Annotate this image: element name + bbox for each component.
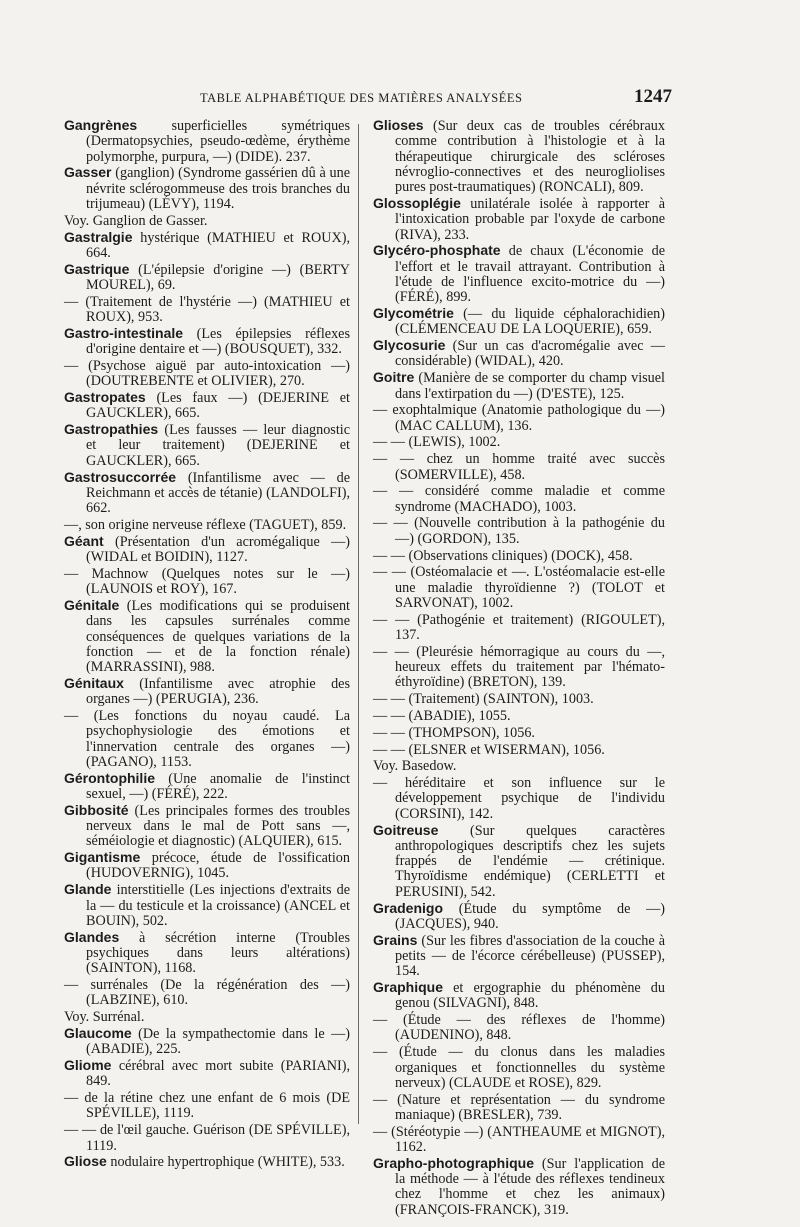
entry-text: (Sur deux cas de troubles cérébraux comme contribution à l'histologie et à la thérapeutique chirurgicale des scléroses névroglio-connectives et des neurogliolises pures post-traumatiques) (RONCALI), 809. [395, 118, 669, 196]
entry-text: — — considéré comme maladie et comme syndrome (MACHADO), 1003. [373, 483, 669, 515]
entry-headword: Glandes [64, 928, 120, 945]
index-entry [373, 691, 665, 707]
index-entry [64, 389, 354, 422]
index-entry [64, 849, 354, 882]
index-entry [64, 293, 354, 326]
entry-text: — (Nature et représentation — du syndrome maniaque) (BRESLER), 739. [373, 1091, 669, 1123]
entry-text: nodulaire hypertrophique (WHITE), 533. [106, 1154, 345, 1171]
index-entry [64, 674, 354, 708]
entry-text: (Les principales formes des troubles nerveux dans le mal de Pott sans —, séméiologie et diagnostic) (ALQUIER), 615. [86, 802, 354, 850]
entry-text: — — (Pathogénie et traitement) (RIGOULET), 137. [373, 611, 669, 643]
index-entry [64, 769, 354, 803]
entry-text: et ergographie du phénomène du genou (SILVAGNI), 848. [395, 980, 669, 1012]
entry-headword: Gigantisme [64, 849, 141, 866]
entry-text: — — (Nouvelle contribution à la pathogénie du —) (GORDON), 135. [373, 515, 669, 547]
entry-text: — — de l'œil gauche. Guérison (DE SPÉVILLE), 1119. [64, 1122, 354, 1154]
entry-headword: Gasser [64, 164, 112, 181]
entry-text: (Étude du symptôme de —) (JACQUES), 940. [395, 900, 669, 932]
index-entry [373, 515, 669, 547]
entry-text: (— du liquide céphalorachidien) (CLÉMENCEAU DE LA LOQUERIE), 659. [395, 306, 669, 338]
entry-headword: Gastralgie [64, 228, 133, 245]
entry-headword: Génitaux [64, 674, 124, 691]
entry-text: — (Étude — du clonus dans les maladies organiques et fonctionnelles du système nerveux) (CLAUDE et ROSE), 829. [373, 1044, 669, 1091]
entry-text: — (Psychose aiguë par auto-intoxication —) (DOUTREBENTE et OLIVIER), 270. [64, 357, 354, 390]
index-entry [373, 775, 669, 822]
entry-headword: Gastro-intestinale [64, 324, 184, 341]
index-entry [373, 821, 669, 900]
entry-text: (Sur l'application de la méthode — à l'étude des réflexes tendineux chez l'homme et chez les animaux) (FRANÇOIS-FRANCK), 319. [395, 1155, 669, 1218]
entry-headword: Glande [64, 881, 112, 898]
entry-text: — — (Traitement) (SAINTON), 1003. [373, 691, 594, 708]
index-entry [373, 434, 665, 450]
page-number: 1247 [634, 86, 672, 107]
index-entry [373, 1091, 669, 1124]
index-entry [64, 324, 354, 358]
entry-headword: Glaucome [64, 1024, 132, 1041]
entry-text: — (Stéréotypie —) (ANTHEAUME et MIGNOT), 1162. [373, 1123, 669, 1155]
index-entry [373, 564, 669, 611]
entry-text: interstitielle (Les injections d'extraits de la — du testicule et la croissance) (ANCEL et BOUIN), 502. [86, 882, 354, 929]
entry-text: — — (Observations cliniques) (DOCK), 458. [373, 547, 633, 564]
index-entry [64, 357, 354, 390]
index-entry [64, 801, 354, 850]
entry-text: précoce, étude de l'ossification (HUDOVERNIG), 1045. [86, 850, 354, 882]
entry-headword: Gastropates [64, 389, 146, 406]
entry-text: — de la rétine chez une enfant de 6 mois (DE SPÉVILLE), 1119. [64, 1090, 354, 1122]
entry-text: — — (Pleurésie hémorragique au cours du —, heureux effets du traitement par l'hémato-éthyroïdine) (BRETON), 139. [373, 643, 669, 691]
entry-headword: Glycométrie [373, 305, 454, 322]
index-entry [373, 242, 669, 306]
entry-headword: Gibbosité [64, 801, 129, 818]
entry-headword: Glioses [373, 117, 424, 133]
index-entry [373, 337, 669, 370]
index-entry [373, 931, 669, 980]
entry-text: Voy. Surrénal. [64, 1009, 145, 1026]
entry-text: — (Traitement de l'hystérie —) (MATHIEU et ROUX), 953. [64, 293, 354, 326]
index-entry [373, 1012, 669, 1044]
entry-text: cérébral avec mort subite (PARIANI), 849. [86, 1058, 354, 1090]
entry-text: (Les épilepsies réflexes d'origine dentaire et —) (BOUSQUET), 332. [86, 325, 354, 358]
entry-text: (Une anomalie de l'instinct sexuel, —) (FÉRÉ), 222. [86, 770, 354, 802]
entry-text: (Présentation d'un acromégalique —) (WIDAL et BOIDIN), 1127. [86, 533, 354, 566]
index-entry [373, 758, 665, 774]
entry-text: hystérique (MATHIEU et ROUX), 664. [86, 229, 354, 261]
index-entry [373, 1044, 669, 1091]
index-entry [64, 421, 354, 469]
running-title: TABLE ALPHABÉTIQUE DES MATIÈRES ANALYSÉES [200, 91, 523, 105]
column-divider [358, 124, 359, 1124]
entry-text: — — chez un homme traité avec succès (SOMERVILLE), 458. [373, 451, 669, 483]
entry-text: superficielles symétriques (Dermatopsychies, pseudo-œdème, érythème polymorphe, purpura, —) (DIDE). 237. [86, 118, 354, 165]
entry-headword: Glycéro-phosphate [373, 242, 501, 259]
entry-text: (Sur les fibres d'association de la couche à petits — de l'écorce cérébelleuse) (PUSSEP), 154. [395, 932, 669, 980]
index-entry [64, 532, 354, 566]
index-entry [64, 117, 354, 165]
index-entry [64, 1009, 350, 1025]
index-entry [373, 483, 669, 515]
index-entry [373, 402, 669, 434]
index-entry [64, 1024, 354, 1058]
entry-headword: Grapho-photographique [373, 1154, 534, 1171]
entry-text: —, son origine nerveuse réflexe (TAGUET), 859. [64, 516, 347, 533]
index-entry [373, 979, 669, 1012]
index-entry [64, 164, 354, 212]
index-entry [64, 707, 354, 770]
entry-headword: Gliose [64, 1153, 107, 1170]
entry-text: (Les faux —) (DEJERINE et GAUCKLER), 665. [86, 390, 354, 422]
entry-text: — Machnow (Quelques notes sur le —) (LAUNOIS et ROY), 167. [64, 565, 354, 598]
index-entry [373, 1123, 669, 1156]
entry-headword: Gangrènes [64, 117, 138, 133]
index-entry [64, 1090, 354, 1122]
entry-text: (L'épilepsie d'origine —) (BERTY MOUREL), 69. [86, 261, 354, 293]
entry-headword: Glossoplégie [373, 194, 461, 211]
entry-text: (ganglion) (Syndrome gassérien dû à une névrite sclérogommeuse des trois branches du trijumeau) (LÉVY), 1194. [86, 165, 354, 212]
entry-headword: Gastropathies [64, 421, 159, 438]
entry-headword: Gliome [64, 1057, 112, 1074]
entry-text: (Infantilisme avec atrophie des organes —) (PERUGIA), 236. [86, 675, 354, 708]
entry-text: — héréditaire et son influence sur le développement psychique de l'individu (CORSINI), 142. [373, 775, 669, 822]
entry-text: — (Étude — des réflexes de l'homme) (AUDENINO), 848. [373, 1012, 669, 1044]
entry-text: (Les fausses — leur diagnostic et leur traitement) (DEJERINE et GAUCKLER), 665. [86, 422, 354, 469]
index-entry [64, 565, 354, 598]
index-entry [373, 117, 669, 196]
index-entry [373, 451, 669, 483]
entry-text: à sécrétion interne (Troubles psychiques dans leurs altérations) (SAINTON), 1168. [86, 929, 354, 977]
entry-text: — — (ELSNER et WISERMAN), 1056. [373, 741, 605, 758]
entry-text: — exophtalmique (Anatomie pathologique du —) (MAC CALLUM), 136. [373, 402, 669, 434]
entry-text: Voy. Ganglion de Gasser. [64, 212, 208, 229]
entry-headword: Gastrosuccorrée [64, 468, 177, 485]
entry-text: — surrénales (De la régénération des —) (LABZINE), 610. [64, 977, 354, 1009]
entry-text: — — (Ostéomalacie et —. L'ostéomalacie est-elle une maladie thyroïdienne ?) (TOLOT et SARVONAT), 1002. [373, 564, 669, 611]
index-entry [373, 611, 669, 644]
index-entry [64, 977, 354, 1009]
index-entry [373, 899, 669, 933]
left-column [64, 117, 354, 1171]
entry-headword: Gérontophilie [64, 769, 155, 786]
entry-text: (Les modifications qui se produisent dans les capsules surrénales comme conséquences de quelques variations de la fonction — et de la fonction rénale) (MARRASSINI), 988. [86, 597, 354, 676]
entry-headword: Goitre [373, 369, 415, 386]
index-entry [64, 213, 350, 229]
index-entry [64, 468, 354, 517]
right-column [373, 117, 669, 1218]
index-entry [373, 305, 669, 338]
index-entry [373, 194, 669, 243]
index-entry [373, 548, 665, 564]
index-entry [64, 228, 354, 262]
entry-headword: Grains [373, 931, 418, 948]
entry-headword: Graphique [373, 979, 444, 996]
entry-text: — — (THOMPSON), 1056. [373, 724, 535, 741]
index-entry [373, 643, 669, 691]
index-entry [64, 1122, 354, 1154]
entry-headword: Géant [64, 532, 104, 549]
entry-headword: Gastrique [64, 260, 130, 277]
index-entry [64, 1154, 350, 1170]
index-entry [373, 742, 665, 758]
page-header [60, 88, 670, 110]
entry-text: (Manière de se comporter du champ visuel dans l'extirpation du —) (D'ESTE), 125. [395, 370, 669, 402]
entry-text: (De la sympathectomie dans le —) (ABADIE), 225. [86, 1025, 354, 1058]
entry-text: — — (ABADIE), 1055. [373, 707, 511, 724]
entry-headword: Glycosurie [373, 337, 446, 354]
index-entry [64, 881, 354, 929]
entry-text: unilatérale isolée à rapporter à l'intoxication probable par l'oxyde de carbone (RIVA), 233. [395, 195, 669, 243]
entry-text: de chaux (L'économie de l'effort et le travail attrayant. Contribution à l'étude de l'influence excito-motrice du —) (FÉRÉ), 899. [395, 243, 669, 306]
entry-headword: Gradenigo [373, 899, 444, 916]
index-entry [373, 369, 669, 402]
index-entry [64, 928, 354, 977]
index-entry [64, 596, 354, 676]
entry-text: (Infantilisme avec — de Reichmann et accès de tétanie) (LANDOLFI), 662. [86, 469, 354, 517]
entry-text: Voy. Basedow. [373, 758, 457, 775]
entry-headword: Génitale [64, 596, 120, 613]
entry-text: (Sur quelques caractères anthropologiques descriptifs chez les sujets frappés de l'endémie — crétinique. Thyroïdisme endémique) (CERLETTI et PERUSINI), 542. [395, 822, 669, 900]
entry-text: (Sur un cas d'acromégalie avec — considérable) (WIDAL), 420. [395, 338, 669, 370]
index-entry [373, 1154, 669, 1218]
entry-headword: Goitreuse [373, 821, 439, 838]
index-entry [64, 1057, 354, 1090]
index-entry [373, 725, 665, 741]
index-entry [64, 517, 350, 533]
index-entry [64, 260, 354, 294]
entry-text: — (Les fonctions du noyau caudé. La psychophysiologie des émotions et l'innervation centrale des organes —) (PAGANO), 1153. [64, 707, 354, 770]
index-entry [373, 708, 665, 724]
entry-text: — — (LEWIS), 1002. [373, 434, 501, 451]
